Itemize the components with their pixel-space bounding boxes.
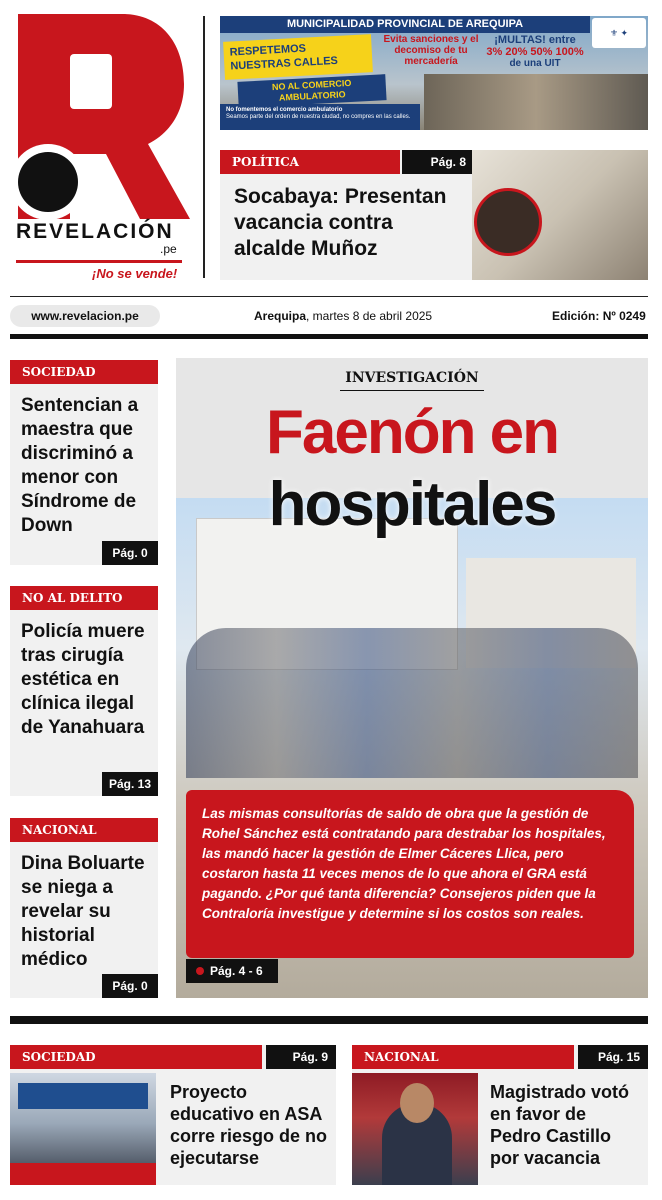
logo-r-mark bbox=[12, 14, 192, 229]
main-headline-line2[interactable]: hospitales bbox=[268, 470, 556, 539]
top-story-inset-portrait bbox=[474, 188, 542, 256]
website-link[interactable]: www.revelacion.pe bbox=[31, 309, 139, 323]
meta-bottom-rule bbox=[10, 334, 648, 339]
main-story[interactable] bbox=[176, 358, 648, 998]
logo[interactable] bbox=[12, 14, 192, 284]
main-headline-line1[interactable]: Faenón en bbox=[265, 398, 559, 467]
sidebar-card-1[interactable] bbox=[10, 360, 158, 565]
meta-top-rule bbox=[10, 296, 648, 297]
top-story-headline[interactable]: Socabaya: Presentan vacancia contra alcalde Muñoz bbox=[234, 185, 447, 260]
bottom-card-2[interactable] bbox=[352, 1045, 648, 1185]
brand-domain: .pe bbox=[160, 242, 177, 256]
bottom-section: NACIONAL bbox=[352, 1045, 574, 1069]
red-dot-icon bbox=[196, 967, 204, 975]
red-table bbox=[10, 1163, 156, 1185]
sidebar-section: SOCIEDAD bbox=[10, 360, 158, 384]
ad-warning: Evita sanciones y el decomiso de tu mercadería bbox=[383, 34, 479, 67]
ad-footer bbox=[220, 104, 420, 130]
bottom-headline[interactable]: Magistrado votó en favor de Pedro Castillo por vacancia bbox=[490, 1082, 630, 1168]
brand-rule bbox=[16, 260, 182, 263]
top-story-section: POLÍTICA bbox=[220, 150, 400, 174]
sidebar-section: NO AL DELITO bbox=[10, 586, 158, 610]
ad-fines-values: 3% 20% 50% 100% bbox=[486, 46, 584, 58]
sidebar-card-2[interactable] bbox=[10, 586, 158, 796]
edition-number: Nº 0249 bbox=[602, 309, 646, 323]
ad-header: MUNICIPALIDAD PROVINCIAL DE AREQUIPA bbox=[220, 16, 590, 33]
banner-strip bbox=[18, 1083, 148, 1109]
bottom-page: Pág. 9 bbox=[266, 1045, 336, 1069]
top-story-card[interactable] bbox=[220, 150, 648, 280]
bottom-page: Pág. 15 bbox=[578, 1045, 648, 1069]
bottom-photo-1 bbox=[10, 1073, 156, 1185]
sidebar-headline[interactable]: Dina Boluarte se niega a revelar su historial médico bbox=[21, 853, 145, 970]
ad-banner[interactable] bbox=[220, 16, 648, 130]
website-pill[interactable] bbox=[10, 305, 160, 327]
main-page-label bbox=[186, 959, 278, 983]
ad-badge: RESPETEMOS NUESTRAS CALLES bbox=[223, 34, 373, 80]
edition bbox=[552, 309, 646, 323]
masthead-divider bbox=[203, 16, 205, 278]
dateline-city: Arequipa bbox=[254, 309, 307, 323]
sidebar-page: Pág. 0 bbox=[102, 541, 158, 565]
main-summary: Las mismas consultorías de saldo de obra que la gestión de Rohel Sánchez está contratando para destrabar los hospitales, las mandó hacer la gestión de Elmer Cáceres Llica, pero costaron hasta 11 veces menos de lo que ahora el GRA está pagando. ¿Por qué tanta diferencia? Consejeros piden que la Contraloría investigue y determine si los costos son reales. bbox=[202, 806, 606, 921]
ad-slogan: NO AL COMERCIO AMBULATORIO bbox=[237, 74, 386, 108]
ad-fines bbox=[482, 34, 588, 69]
ad-fines-title: ¡MULTAS! entre bbox=[494, 34, 576, 46]
top-story-photo bbox=[472, 150, 648, 280]
bottom-section: SOCIEDAD bbox=[10, 1045, 262, 1069]
dateline bbox=[254, 309, 432, 323]
ad-foot1: No fomentemos el comercio ambulatorio bbox=[226, 107, 343, 113]
sidebar-card-3[interactable] bbox=[10, 818, 158, 998]
main-kicker-rule bbox=[340, 390, 484, 391]
sidebar-page: Pág. 13 bbox=[102, 772, 158, 796]
main-kicker: INVESTIGACIÓN bbox=[345, 370, 479, 386]
sidebar-headline[interactable]: Sentencian a maestra que discriminó a menor con Síndrome de Down bbox=[21, 395, 139, 536]
main-page: Pág. 4 - 6 bbox=[210, 964, 263, 978]
ad-photo bbox=[424, 74, 648, 130]
bottom-card-1[interactable] bbox=[10, 1045, 336, 1185]
sidebar-page: Pág. 0 bbox=[102, 974, 158, 998]
edition-label: Edición: bbox=[552, 309, 600, 323]
sidebar-headline[interactable]: Policía muere tras cirugía estética en clínica ilegal de Yanahuara bbox=[21, 621, 145, 738]
brand-slogan: ¡No se vende! bbox=[92, 266, 178, 281]
ad-fines-suffix: de una UIT bbox=[509, 58, 561, 69]
bottom-photo-2 bbox=[352, 1073, 478, 1185]
speaker-head bbox=[400, 1083, 434, 1123]
group-of-officials bbox=[186, 628, 638, 778]
bottom-headline[interactable]: Proyecto educativo en ASA corre riesgo de no ejecutarse bbox=[170, 1082, 328, 1168]
dateline-date: , martes 8 de abril 2025 bbox=[306, 309, 433, 323]
main-summary-box bbox=[186, 790, 634, 958]
ad-crest-icon: ⚜ ✦ bbox=[592, 18, 646, 48]
sidebar-section: NACIONAL bbox=[10, 818, 158, 842]
top-story-page: Pág. 8 bbox=[402, 150, 472, 174]
bottom-section-rule bbox=[10, 1016, 648, 1024]
ad-foot2: Seamos parte del orden de nuestra ciudad, no compres en las calles. bbox=[226, 114, 411, 120]
brand-name: REVELACIÓN bbox=[16, 220, 174, 243]
